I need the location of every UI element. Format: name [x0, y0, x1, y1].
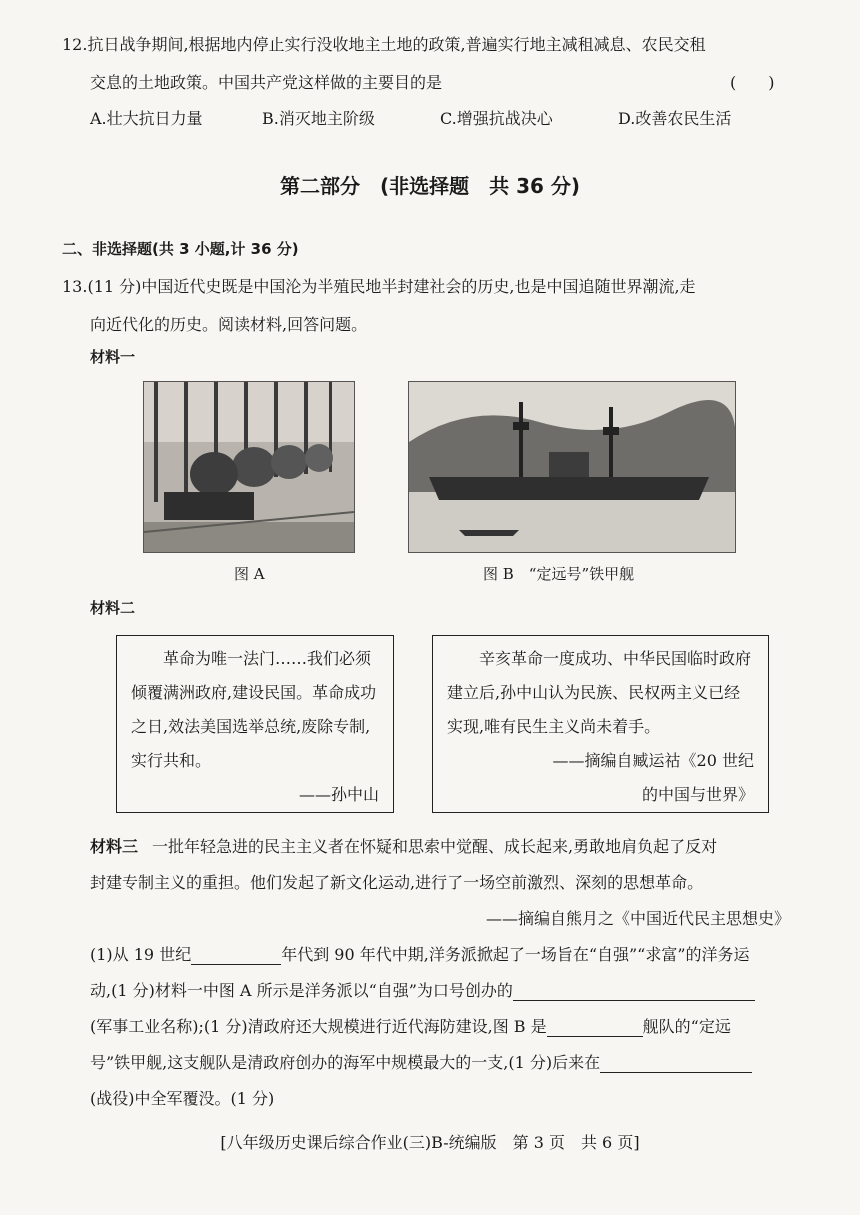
material2-quote-box-sun: [116, 635, 394, 813]
q13-p1-text-a: (1)从 19 世纪: [90, 945, 192, 964]
q12-answer-paren: ( ): [730, 73, 775, 92]
material3-source: ——摘编自熊月之《中国近代民主思想史》: [485, 909, 790, 928]
q12-line2: 交息的土地政策。中国共产党这样做的主要目的是: [90, 73, 443, 92]
figure-a-factory-photo: [143, 381, 355, 553]
battleship-illustration: [409, 382, 735, 552]
answer-blank-military-industry[interactable]: [513, 982, 755, 1001]
material2-quote-box-zang: [432, 635, 769, 813]
figure-a-caption: 图 A: [234, 565, 265, 583]
q13-line2: 向近代化的历史。阅读材料,回答问题。: [90, 315, 368, 334]
box2-source-line2: 的中国与世界》: [641, 785, 754, 804]
q13-part4-line: [90, 1050, 752, 1073]
q13-p1-text-b: 年代到 90 年代中期,洋务派掀起了一场旨在“自强”“求富”的洋务运: [281, 945, 750, 964]
q13-part1-line: [90, 942, 750, 965]
material2-label: 材料二: [90, 599, 136, 617]
figure-b-caption: 图 B “定远号”铁甲舰: [483, 565, 635, 583]
answer-blank-battle[interactable]: [600, 1054, 752, 1073]
q13-p3-text-a: (军事工业名称);(1 分)清政府还大规模进行近代海防建设,图 B 是: [90, 1017, 547, 1036]
factory-illustration: [144, 382, 354, 552]
q12-option-b: B.消灭地主阶级: [262, 109, 375, 128]
q13-part5-line: (战役)中全军覆没。(1 分): [90, 1089, 275, 1108]
box2-source-line1: ——摘编自臧运祜《20 世纪: [552, 751, 754, 770]
answer-blank-fleet[interactable]: [547, 1018, 643, 1037]
material3-label: 材料三: [90, 837, 139, 856]
box1-quote-text: 革命为唯一法门……我们必须倾覆满洲政府,建设民国。革命成功之日,效法美国选举总统,废除专制,实行共和。: [131, 649, 377, 770]
figure-b-battleship-photo: [408, 381, 736, 553]
part2-title: 第二部分 (非选择题 共 36 分): [279, 174, 581, 198]
q13-p4-text-a: 号”铁甲舰,这支舰队是清政府创办的海军中规模最大的一支,(1 分)后来在: [90, 1053, 601, 1072]
q13-part2-line: [90, 978, 755, 1001]
q13-p2-text-a: 动,(1 分)材料一中图 A 所示是洋务派以“自强”为口号创办的: [90, 981, 513, 1000]
material3-text1: 一批年轻急进的民主主义者在怀疑和思索中觉醒、成长起来,勇敢地肩负起了反对: [152, 837, 718, 856]
box1-source: ——孙中山: [298, 785, 379, 804]
page-footer: [八年级历史课后综合作业(三)B-统编版 第 3 页 共 6 页]: [220, 1133, 640, 1152]
q12-option-c: C.增强抗战决心: [440, 109, 553, 128]
material3-line2: 封建专制主义的重担。他们发起了新文化运动,进行了一场空前激烈、深刻的思想革命。: [90, 873, 704, 892]
material3-line1: [90, 834, 717, 857]
part2-heading: 二、非选择题(共 3 小题,计 36 分): [62, 240, 299, 258]
q13-line1: 13.(11 分)中国近代史既是中国沦为半殖民地半封建社会的历史,也是中国追随世界潮流,走: [62, 277, 696, 296]
q12-option-a: A.壮大抗日力量: [90, 109, 203, 128]
q13-part3-line: [90, 1014, 731, 1037]
material1-label: 材料一: [90, 348, 136, 366]
answer-blank-decade[interactable]: [191, 946, 281, 965]
q12-line1: 12.抗日战争期间,根据地内停止实行没收地主土地的政策,普遍实行地主减租减息、农民交租: [62, 35, 706, 54]
box2-quote-text: 辛亥革命一度成功、中华民国临时政府建立后,孙中山认为民族、民权两主义已经实现,唯有民生主义尚未着手。: [447, 649, 752, 736]
q13-p3-text-b: 舰队的“定远: [642, 1017, 731, 1036]
q12-option-d: D.改善农民生活: [618, 109, 732, 128]
